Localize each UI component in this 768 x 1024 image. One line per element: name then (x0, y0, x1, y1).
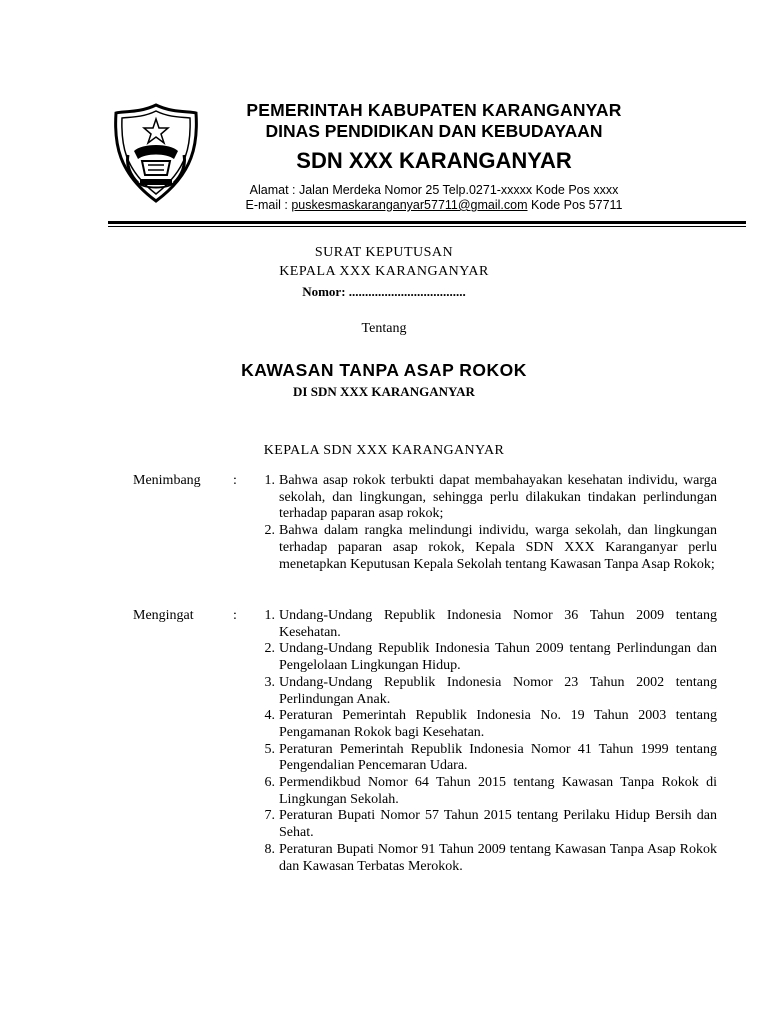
address-line: Alamat : Jalan Merdeka Nomor 25 Telp.0271-xxxxx Kode Pos xxxx (249, 183, 619, 197)
regency-crest-icon (112, 103, 200, 203)
list-item (257, 808, 717, 841)
email-suffix: Kode Pos 57711 (527, 198, 623, 212)
letterhead-divider-thin (108, 226, 746, 227)
decree-title: SURAT KEPUTUSAN (314, 245, 454, 260)
list-text: Peraturan Bupati Nomor 57 Tahun 2015 tentang Perilaku Hidup Bersih dan Sehat. (279, 808, 717, 841)
decree-location: DI SDN XXX KARANGANYAR (293, 384, 475, 399)
list-number: 3. (264, 674, 275, 690)
decree-number: Nomor: .................................... (302, 284, 466, 299)
list-item (257, 641, 717, 674)
email-line (214, 198, 654, 213)
list-number: 1. (264, 608, 275, 623)
about-label: Tentang (361, 321, 407, 336)
list-item (257, 708, 717, 741)
list-text: Bahwa dalam rangka melindungi individu, warga sekolah, dan lingkungan terhadap paparan asap rokok, Kepala SDN XXX Karanganyar perlu menetapkan Keputusan Kepala Sekolah tentang Kawasan Tanpa Asap Rokok; (279, 523, 717, 572)
list-number: 2. (264, 523, 275, 539)
list-number: 1. (264, 473, 275, 488)
list-text: Peraturan Pemerintah Republik Indonesia Nomor 41 Tahun 1999 tentang Pengendalian Pencemaran Udara. (279, 741, 717, 774)
menimbang-colon: : (233, 473, 237, 488)
email-prefix: E-mail : (245, 198, 292, 212)
letterhead-divider-thick (108, 221, 746, 224)
school-name: SDN XXX KARANGANYAR (296, 148, 572, 173)
list-number: 2. (264, 641, 275, 657)
list-number: 4. (264, 708, 275, 724)
mengingat-list (257, 608, 717, 875)
list-text: Undang-Undang Republik Indonesia Nomor 23 Tahun 2002 tentang Perlindungan Anak. (279, 674, 717, 707)
list-item (257, 842, 717, 875)
menimbang-list (257, 473, 717, 573)
list-item (257, 775, 717, 808)
list-number: 7. (264, 808, 275, 824)
email-link[interactable]: puskesmaskaranganyar57711@gmail.com (291, 198, 528, 212)
list-text: Peraturan Pemerintah Republik Indonesia No. 19 Tahun 2003 tentang Pengamanan Rokok bagi Kesehatan. (279, 708, 717, 740)
department-name: DINAS PENDIDIKAN DAN KEBUDAYAAN (265, 121, 603, 141)
mengingat-colon: : (233, 608, 237, 623)
list-item (257, 742, 717, 775)
list-number: 8. (264, 841, 275, 857)
list-text: Undang-Undang Republik Indonesia Nomor 36 Tahun 2009 tentang Kesehatan. (279, 608, 717, 640)
list-text: Bahwa asap rokok terbukti dapat membahayakan kesehatan individu, warga sekolah, dan lingkungan, sehingga perlu dilakukan tindakan perlindungan terhadap paparan asap rokok; (279, 473, 717, 522)
decree-issuer: KEPALA XXX KARANGANYAR (279, 264, 489, 279)
letterhead (214, 100, 654, 213)
list-item (257, 608, 717, 641)
menimbang-label: Menimbang (133, 473, 201, 488)
list-number: 6. (264, 775, 275, 791)
list-text: Permendikbud Nomor 64 Tahun 2015 tentang Kawasan Tanpa Rokok di Lingkungan Sekolah. (279, 775, 717, 807)
list-item (257, 523, 717, 573)
government-name: PEMERINTAH KABUPATEN KARANGANYAR (246, 100, 622, 120)
decree-authority: KEPALA SDN XXX KARANGANYAR (263, 443, 505, 458)
decree-subject: KAWASAN TANPA ASAP ROKOK (241, 360, 527, 380)
list-text: Peraturan Bupati Nomor 91 Tahun 2009 tentang Kawasan Tanpa Asap Rokok dan Kawasan Terbatas Merokok. (279, 841, 717, 874)
list-number: 5. (264, 741, 275, 757)
list-item (257, 473, 717, 523)
list-item (257, 675, 717, 708)
mengingat-label: Mengingat (133, 608, 194, 623)
list-text: Undang-Undang Republik Indonesia Tahun 2009 tentang Perlindungan dan Pengelolaan Lingkungan Hidup. (279, 641, 717, 674)
